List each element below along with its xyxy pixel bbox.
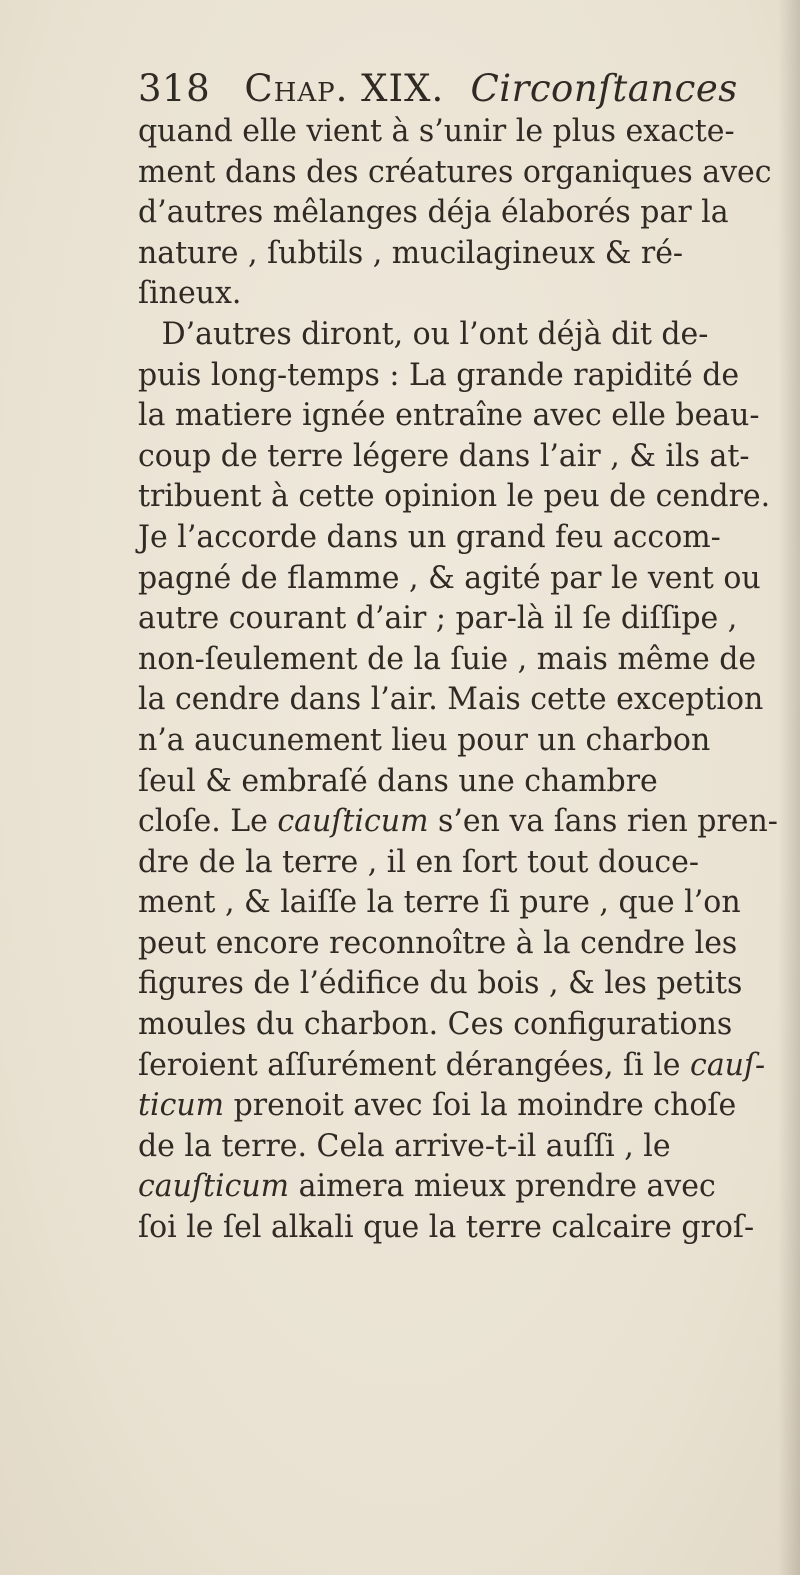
text-line: D’autres diront, ou l’ont déjà dit de- <box>161 316 709 352</box>
text-line: ſeroient aſſurément dérangées, ſi le cauſ- <box>138 1047 766 1083</box>
latin-term: cauſticum <box>138 1169 290 1205</box>
text-line: ſoi le ſel alkali que la terre calcaire groſ- <box>138 1210 755 1246</box>
text-line: cloſe. Le cauſticum s’en va ſans rien pren- <box>138 804 778 840</box>
text-line: nature , ſubtils , mucilagineux & ré- <box>138 235 684 271</box>
text-line: la matiere ignée entraîne avec elle beau- <box>138 398 760 434</box>
running-title: Circonſtances <box>470 67 738 110</box>
text-line: la cendre dans l’air. Mais cette exception <box>138 682 764 718</box>
text-line: non-ſeulement de la ſuie , mais même de <box>138 641 757 677</box>
text-line: autre courant d’air ; par-là il ſe diſſipe , <box>138 601 738 637</box>
text-line: dre de la terre , il en ſort tout douce- <box>138 844 700 880</box>
text-line: ment dans des créatures organiques avec <box>138 154 772 190</box>
text-line: de la terre. Cela arrive-t-il auſſi , le <box>138 1128 671 1164</box>
text-line: peut encore reconnoître à la cendre les <box>138 925 738 961</box>
text-line: Je l’accorde dans un grand feu accom- <box>138 519 721 555</box>
text-line: ſeul & embraſé dans une chambre <box>138 763 658 799</box>
text-line: ſineux. <box>138 276 242 312</box>
text-line: tribuent à cette opinion le peu de cendre. <box>138 479 771 515</box>
text-line: puis long-temps : La grande rapidité de <box>138 357 740 393</box>
text-line: coup de terre légere dans l’air , & ils at- <box>138 438 750 474</box>
text-line: n’a aucunement lieu pour un charbon <box>138 722 711 758</box>
text-line: pagné de flamme , & agité par le vent ou <box>138 560 761 596</box>
latin-term: ticum <box>138 1088 225 1124</box>
chapter-label: Chap. XIX. <box>244 67 445 110</box>
text-line: quand elle vient à s’unir le plus exacte- <box>138 114 735 149</box>
body-text <box>138 112 798 1249</box>
latin-term: cauſticum <box>277 804 429 840</box>
text-line: ticum prenoit avec ſoi la moindre choſe <box>138 1088 737 1124</box>
running-header <box>138 66 738 112</box>
text-line: ment , & laiſſe la terre ſi pure , que l’on <box>138 885 741 921</box>
page-number: 318 <box>138 67 211 110</box>
latin-term: cauſ- <box>690 1047 766 1083</box>
text-line: d’autres mêlanges déja élaborés par la <box>138 195 729 231</box>
text-line: cauſticum aimera mieux prendre avec <box>138 1169 716 1205</box>
text-line: moules du charbon. Ces configurations <box>138 1007 733 1043</box>
text-line: figures de l’édifice du bois , & les petits <box>138 966 743 1002</box>
